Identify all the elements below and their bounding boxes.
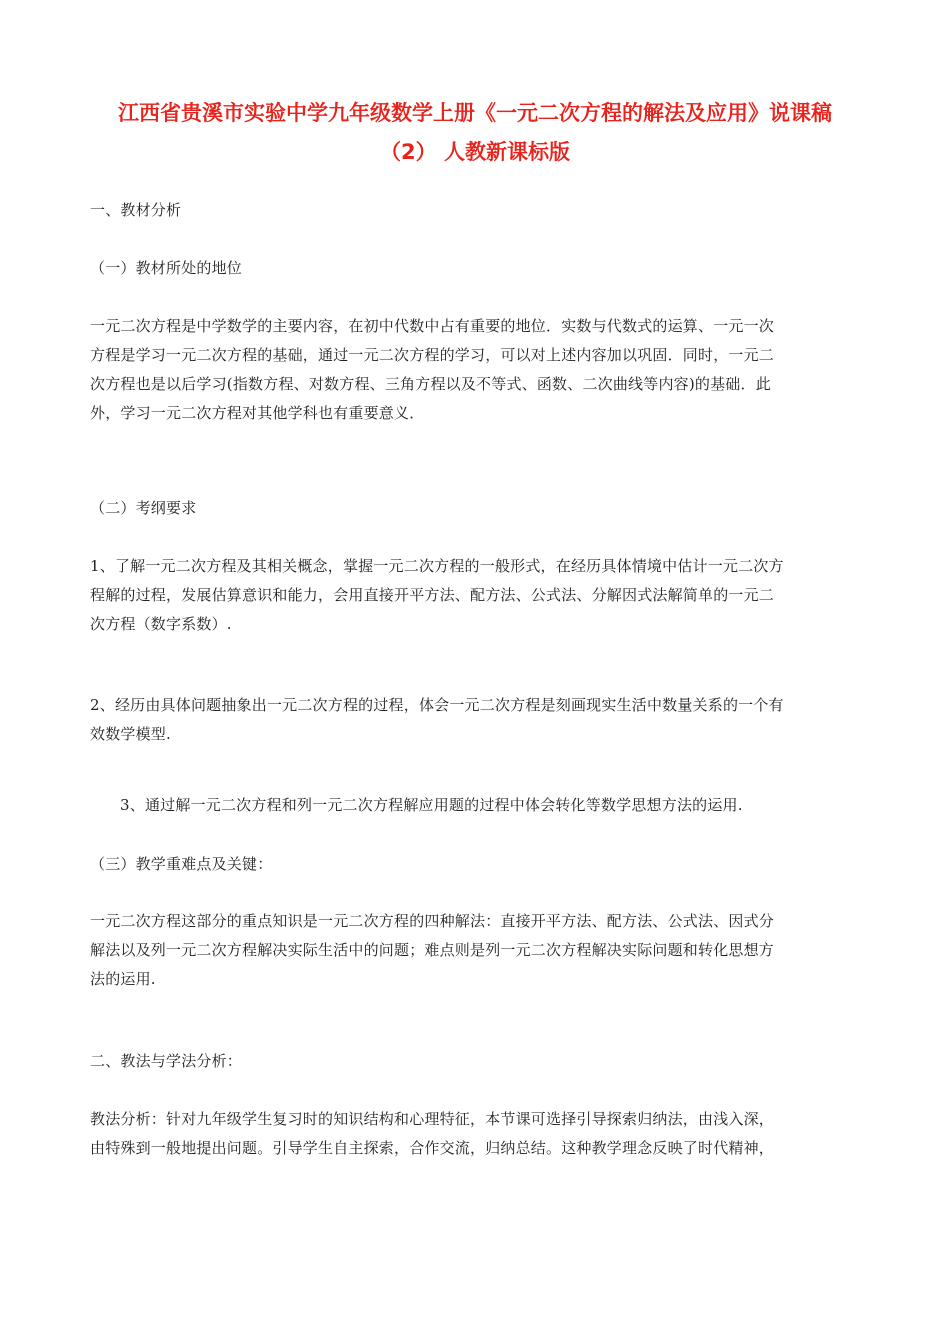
document-title-line-1: 江西省贵溪市实验中学九年级数学上册《一元二次方程的解法及应用》说课稿 [118,101,832,125]
section-1-1-heading: （一）教材所处的地位 [90,259,243,277]
section-1-3-heading: （三）教学重难点及关键： [90,855,273,873]
section-1-heading: 一、教材分析 [90,201,182,219]
requirement-3-paragraph: 3、通过解一元二次方程和列一元二次方程解应用题的过程中体会转化等数学思想方法的运用. [120,796,743,814]
section-1-2-heading: （二）考纲要求 [90,499,197,517]
paragraph-line: 由特殊到一般地提出问题。引导学生自主探索，合作交流，归纳总结。这种教学理念反映了时代精神， [90,1139,775,1157]
paragraph-line: 一元二次方程是中学数学的主要内容，在初中代数中占有重要的地位．实数与代数式的运算、一元一次 [90,317,775,335]
paragraph-line: 一元二次方程这部分的重点知识是一元二次方程的四种解法：直接开平方法、配方法、公式法、因式分 [90,912,775,930]
section-1-3-paragraph [90,907,865,994]
paragraph-line: 程解的过程，发展估算意识和能力，会用直接开平方法、配方法、公式法、分解因式法解简单的一元二 [90,586,775,604]
paragraph-line: 解法以及列一元二次方程解决实际生活中的问题；难点则是列一元二次方程解决实际问题和转化思想方 [90,941,775,959]
section-1-1-paragraph [90,312,865,428]
paragraph-line: 效数学模型. [90,725,171,743]
document-title-line-2: （2） 人教新课标版 [380,140,570,164]
section-2-paragraph [90,1105,865,1163]
paragraph-line: 外，学习一元二次方程对其他学科也有重要意义． [90,404,425,422]
paragraph-line: 次方程（数字系数）. [90,615,232,633]
paragraph-line: 教法分析：针对九年级学生复习时的知识结构和心理特征，本节课可选择引导探索归纳法，由浅入深， [90,1110,775,1128]
paragraph-line: 次方程也是以后学习(指数方程、对数方程、三角方程以及不等式、函数、二次曲线等内容)的基础．此 [90,375,771,393]
paragraph-line: 法的运用. [90,970,156,988]
requirement-1-paragraph [90,552,865,639]
section-2-heading: 二、教法与学法分析： [90,1052,243,1070]
paragraph-line: 1、了解一元二次方程及其相关概念，掌握一元二次方程的一般形式，在经历具体情境中估计一元二次方 [90,557,784,575]
paragraph-line: 方程是学习一元二次方程的基础，通过一元二次方程的学习，可以对上述内容加以巩固．同时，一元二 [90,346,775,364]
paragraph-line: 2、经历由具体问题抽象出一元二次方程的过程，体会一元二次方程是刻画现实生活中数量关系的一个有 [90,696,784,714]
requirement-2-paragraph [90,691,865,749]
